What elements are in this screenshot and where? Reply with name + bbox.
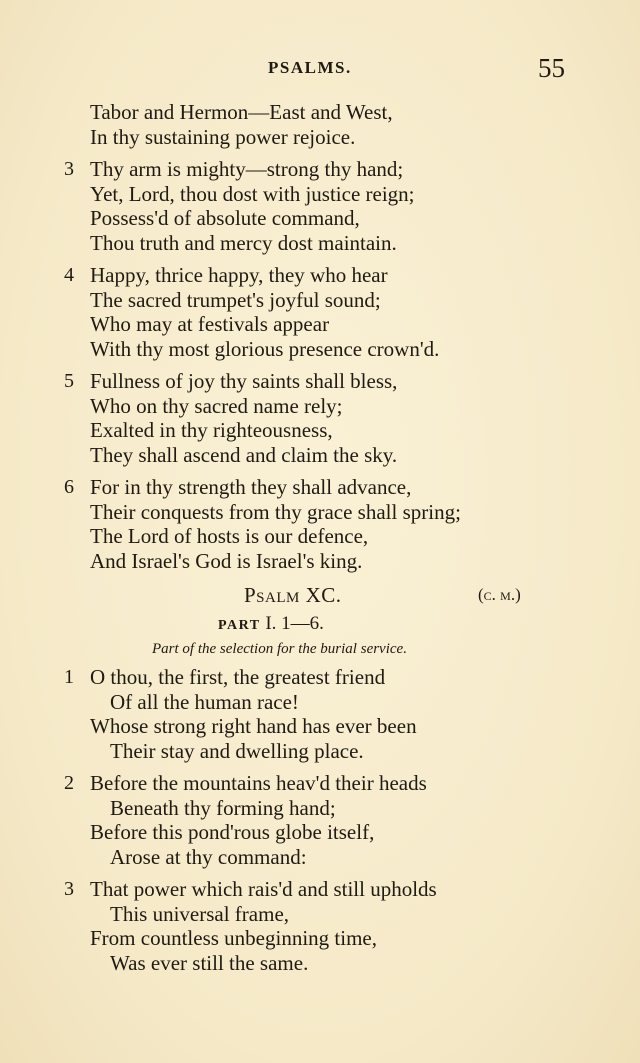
verse-line: Whose strong right hand has ever been <box>90 714 417 738</box>
verse-line: Their conquests from thy grace shall spring; <box>90 499 461 524</box>
verse-line: The sacred trumpet's joyful sound; <box>90 287 381 312</box>
running-title: PSALMS. <box>268 58 352 77</box>
stanza-continuation <box>0 100 640 149</box>
verse-line: In thy sustaining power rejoice. <box>90 124 356 149</box>
stanza <box>0 263 640 361</box>
stanza-number: 2 <box>64 772 74 794</box>
stanza <box>0 369 640 467</box>
stanza-number: 3 <box>64 878 74 900</box>
verse-line: Yet, Lord, thou dost with justice reign; <box>90 181 415 206</box>
verse-line: O thou, the first, the greatest friend <box>90 665 386 689</box>
psalm-title-word: Psalm <box>244 583 300 607</box>
psalm-title-numeral: XC. <box>305 583 342 607</box>
verse-line: The Lord of hosts is our defence, <box>90 524 369 548</box>
verse-line: With thy most glorious presence crown'd. <box>90 336 440 361</box>
verse-line: Who on thy sacred name rely; <box>90 393 343 418</box>
verse-line: Before this pond'rous globe itself, <box>90 820 375 844</box>
stanza-number: 5 <box>64 370 74 392</box>
psalm-heading <box>0 581 640 611</box>
verse-line: Their stay and dwelling place. <box>110 738 364 763</box>
verse-line: For in thy strength they shall advance, <box>90 475 412 499</box>
stanza-number: 1 <box>64 666 74 688</box>
verse-line: Beneath thy forming hand; <box>110 795 336 820</box>
verse-line: And Israel's God is Israel's king. <box>90 548 363 573</box>
stanza-number: 3 <box>64 158 74 180</box>
verse-line: This universal frame, <box>110 901 290 926</box>
verse-line: Was ever still the same. <box>110 950 309 975</box>
verse-line: Arose at thy command: <box>110 844 307 869</box>
verse-line: From countless unbeginning time, <box>90 926 377 950</box>
verse-line: Happy, thrice happy, they who hear <box>90 263 388 287</box>
verse-line: Exalted in thy righteousness, <box>90 418 333 442</box>
part-heading <box>0 611 640 637</box>
psalm-title <box>244 583 342 608</box>
part-text <box>218 613 324 635</box>
stanza <box>0 877 640 975</box>
part-word: PART <box>218 618 261 633</box>
page-number: 55 <box>538 53 565 83</box>
verse-line: Thy arm is mighty—strong thy hand; <box>90 157 404 181</box>
verse-line: They shall ascend and claim the sky. <box>90 442 398 467</box>
stanza <box>0 475 640 573</box>
verse-line: Fullness of joy thy saints shall bless, <box>90 369 398 393</box>
verse-line: Tabor and Hermon—East and West, <box>90 100 393 124</box>
selection-note <box>0 637 640 665</box>
meter-label: (c. m.) <box>478 585 521 604</box>
page-content <box>0 100 640 983</box>
verse-line: Before the mountains heav'd their heads <box>90 771 427 795</box>
selection-note-text: Part of the selection for the burial service. <box>152 641 407 657</box>
running-head <box>0 53 640 86</box>
stanza <box>0 665 640 763</box>
verse-line: Of all the human race! <box>110 689 299 714</box>
part-range: I. 1—6. <box>265 613 324 634</box>
stanza <box>0 771 640 869</box>
verse-line: That power which rais'd and still upholds <box>90 877 437 901</box>
stanza-number: 6 <box>64 476 74 498</box>
stanza-number: 4 <box>64 264 74 286</box>
verse-line: Who may at festivals appear <box>90 312 330 336</box>
verse-line: Possess'd of absolute command, <box>90 206 360 230</box>
verse-line: Thou truth and mercy dost maintain. <box>90 230 397 255</box>
stanza <box>0 157 640 255</box>
